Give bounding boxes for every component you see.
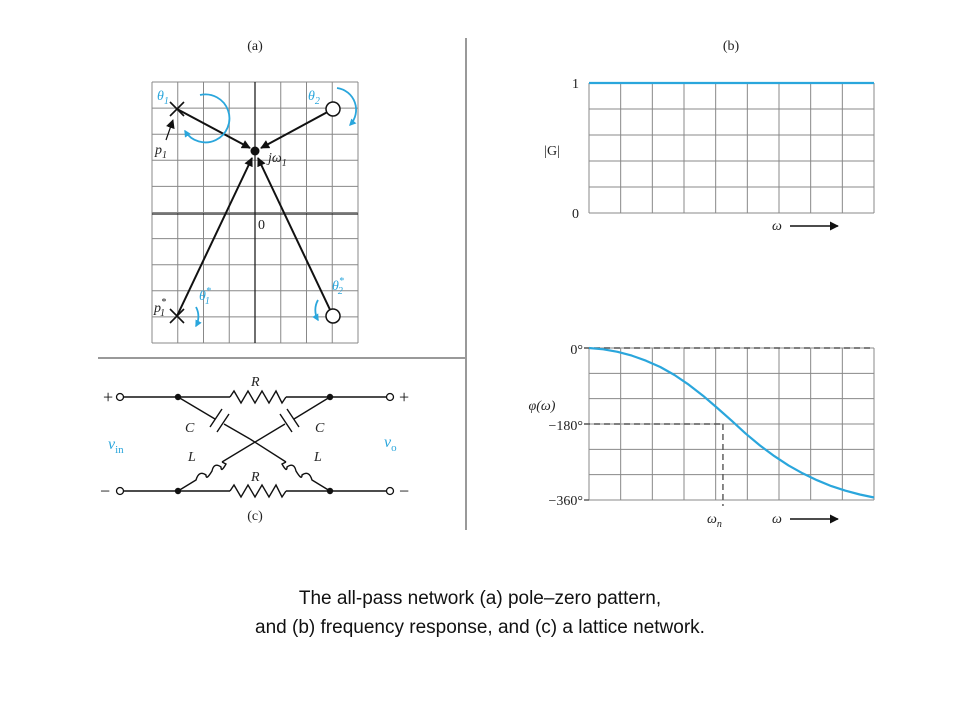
- inductor-left-label: L: [188, 450, 196, 465]
- phase-y-tick-360: −360°: [548, 494, 583, 509]
- panel-b-frequency-response: [529, 39, 874, 530]
- panel-c-label: (c): [247, 509, 263, 524]
- panel-a-label: (a): [247, 39, 263, 54]
- vector-p1-conj: [177, 158, 252, 316]
- input-plus-terminal: [117, 394, 124, 401]
- origin-label: 0: [258, 218, 265, 233]
- theta2-label: $\theta_2$: [308, 89, 320, 107]
- caption-line-2: and (b) frequency response, and (c) a lattice network.: [255, 617, 705, 638]
- output-voltage-label: $v_o$: [384, 434, 397, 454]
- panel-a-pole-zero: [152, 39, 358, 343]
- magnitude-xlabel: ω: [772, 219, 782, 234]
- magnitude-y-top-tick: 1: [572, 77, 579, 92]
- caption-line-1: The all-pass network (a) pole–zero pattern,: [298, 588, 662, 609]
- input-minus-terminal: [117, 488, 124, 495]
- vector-z2: [261, 109, 333, 148]
- pole-lower-label: p* 1: [154, 297, 166, 319]
- input-voltage-label: $v_{in}$: [108, 436, 124, 456]
- inductor-right-label: L: [314, 450, 322, 465]
- resistor-bottom-label: R: [251, 470, 260, 485]
- figure-caption: [0, 584, 960, 642]
- pole-upper-label: $p_1$: [155, 143, 167, 161]
- jw1-label: $j\omega_1$: [268, 151, 287, 169]
- resistor-bottom: [230, 485, 286, 497]
- panel-c-lattice-network: [100, 375, 409, 524]
- pole-lower-marker: [170, 309, 184, 323]
- vector-p1: [177, 109, 250, 148]
- vector-z2-conj: [258, 158, 333, 316]
- p1-pointer: [166, 120, 173, 140]
- capacitor-right-label: C: [315, 421, 325, 436]
- theta1-conj-label: θ* 1: [199, 286, 211, 307]
- theta1-label: $\theta_1$: [157, 89, 169, 107]
- magnitude-ylabel: |G|: [544, 144, 560, 159]
- magnitude-y-bottom-tick: 0: [572, 207, 579, 222]
- theta1-arc: [185, 94, 229, 142]
- resistor-top-label: R: [251, 375, 260, 390]
- magnitude-plot: [544, 77, 874, 234]
- input-minus-label: −: [100, 481, 111, 501]
- jw1-point: [251, 147, 260, 156]
- phase-xlabel: ω: [772, 512, 782, 527]
- output-plus-terminal: [387, 394, 394, 401]
- phase-grid: [589, 348, 874, 500]
- output-minus-label: −: [399, 481, 410, 501]
- pole-upper-marker: [170, 102, 184, 116]
- inductor-left: [178, 462, 226, 491]
- theta2-conj-label: θ* 2: [332, 276, 344, 297]
- zero-lower-marker: [326, 309, 340, 323]
- phase-y-tick-180: −180°: [548, 419, 583, 434]
- input-plus-label: +: [103, 387, 114, 407]
- output-plus-label: +: [399, 387, 410, 407]
- phase-omega-n-label: $\omega_n$: [707, 512, 722, 530]
- phase-plot: [529, 343, 874, 530]
- capacitor-left-label: C: [185, 421, 195, 436]
- panel-b-label: (b): [722, 39, 740, 54]
- output-minus-terminal: [387, 488, 394, 495]
- zero-upper-marker: [326, 102, 340, 116]
- resistor-top: [230, 391, 286, 403]
- phase-ylabel: φ(ω): [528, 399, 556, 414]
- phase-series: [584, 348, 874, 506]
- capacitor-left-continuation: [250, 439, 286, 462]
- inductor-right: [282, 462, 330, 491]
- phase-y-tick-0: 0°: [570, 343, 583, 358]
- magnitude-grid: [589, 83, 874, 213]
